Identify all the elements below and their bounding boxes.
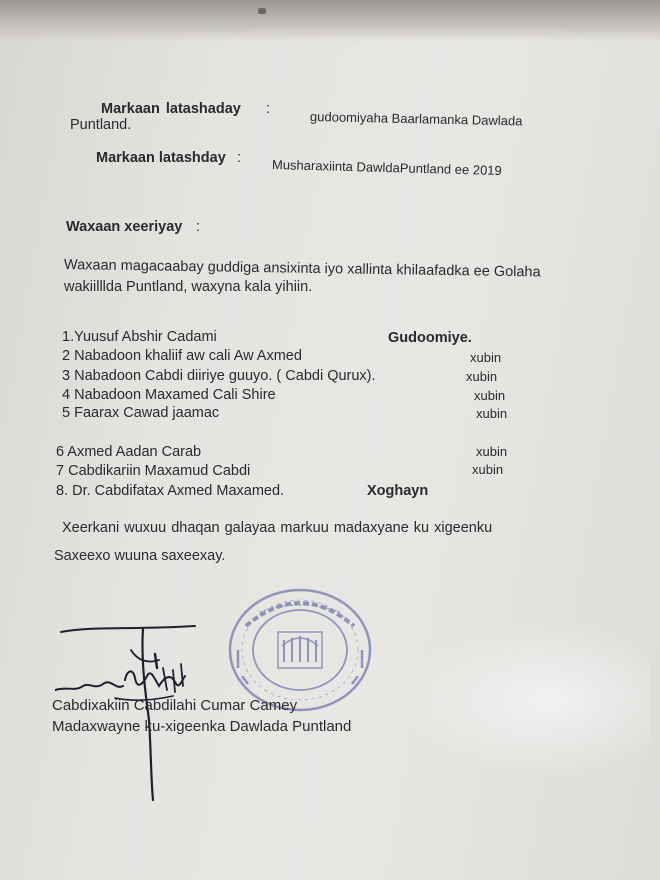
member-name: 1.Yuusuf Abshir Cadami (62, 329, 217, 345)
closing-line-1: Xeerkani wuxuu dhaqan galayaa markuu madaxyane ku xigeenku (62, 520, 493, 536)
consulted-label-2: Markaan latashday (96, 150, 226, 166)
member-role: xubin (474, 388, 506, 403)
member-name: 2 Nabadoon khaliif aw cali Aw Axmed (62, 348, 302, 364)
member-name: 3 Nabadoon Cabdi diiriye guuyo. ( Cabdi Qurux). (62, 368, 376, 384)
seen-heading: Waxaan xeeriyay (66, 219, 183, 235)
member-name: 5 Faarax Cawad jaamac (62, 405, 220, 421)
colon: : (266, 101, 271, 117)
member-role: xubin (466, 369, 498, 384)
consulted-label-1: Markaan latashaday (101, 101, 241, 117)
member-role: Gudoomiye. (388, 330, 472, 346)
paper-mark (258, 8, 266, 14)
consulted-value-1: gudoomiyaha Baarlamanka Dawlada (309, 109, 523, 129)
light-glare (400, 620, 650, 780)
member-role: xubin (476, 406, 508, 421)
top-shadow (0, 0, 660, 42)
member-role: xubin (476, 444, 508, 459)
signer-title: Madaxwayne ku-xigeenka Dawlada Puntland (52, 718, 352, 735)
intro-line-2: wakiilllda Puntland, waxyna kala yihiin. (64, 279, 313, 295)
member-name: 6 Axmed Aadan Carab (56, 444, 202, 460)
consulted-value-2: Musharaxiinta DawldaPuntland ee 2019 (271, 157, 502, 179)
intro-line-1: Waxaan magacaabay guddiga ansixinta iyo xallinta khilaafadka ee Golaha (63, 257, 541, 281)
colon: : (237, 150, 242, 166)
member-name: 8. Dr. Cabdifatax Axmed Maxamed. (56, 483, 285, 499)
signer-name: Cabdixakiin Cabdilahi Cumar Camey (52, 697, 298, 714)
official-seal (226, 586, 374, 714)
colon: : (196, 219, 201, 235)
member-role: xubin (472, 462, 504, 477)
consulted-value-1-cont: Puntland. (70, 117, 132, 133)
member-name: 7 Cabdikariin Maxamud Cabdi (56, 463, 251, 479)
member-role: xubin (470, 350, 502, 365)
closing-line-2: Saxeexo wuuna saxeexay. (54, 548, 226, 564)
member-role: Xoghayn (367, 483, 429, 499)
member-name: 4 Nabadoon Maxamed Cali Shire (62, 387, 276, 403)
